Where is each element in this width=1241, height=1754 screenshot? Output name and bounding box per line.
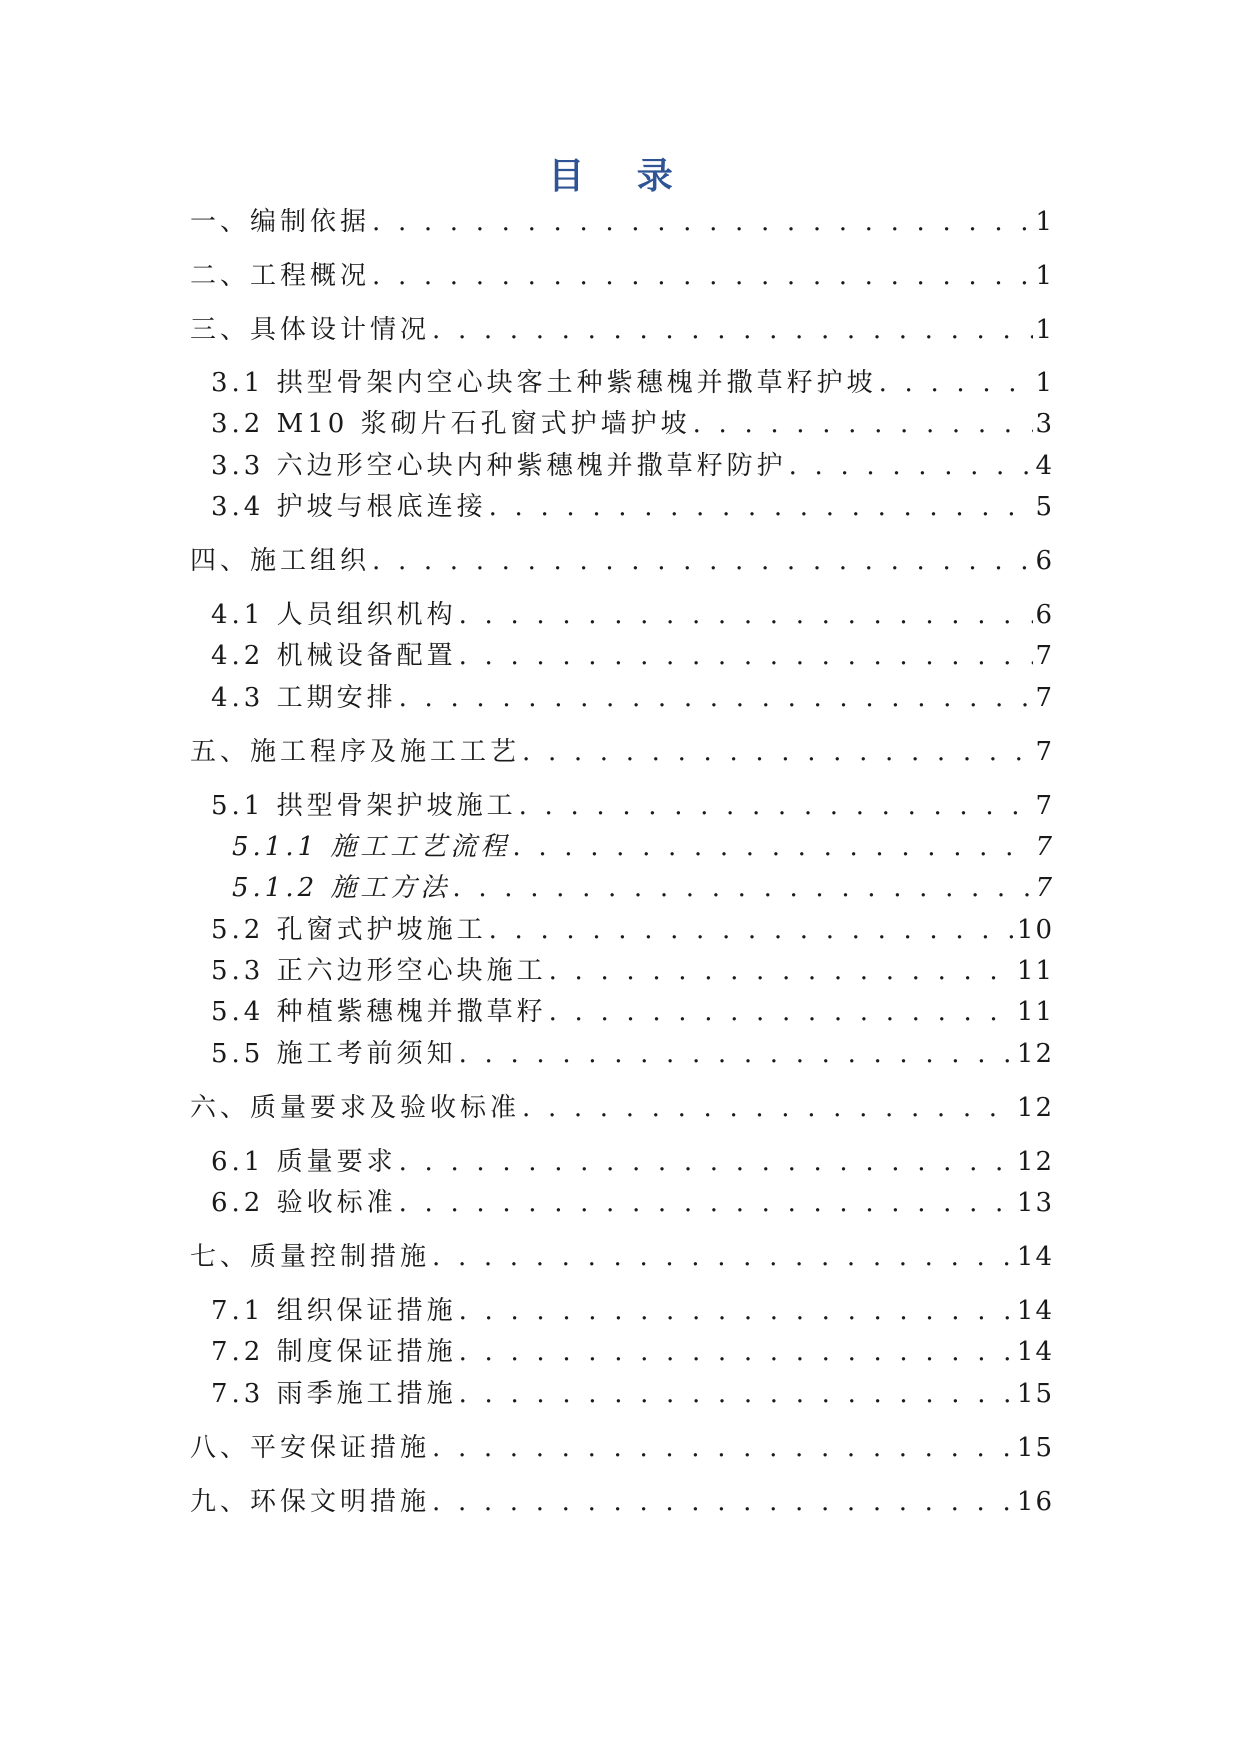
toc-dot-leader [432,1484,1015,1520]
toc-entry-label: 4.3 工期安排 [211,683,397,713]
toc-dot-leader [432,1430,1015,1466]
toc-dot-leader [693,406,1034,442]
toc-entry-label: 6.1 质量要求 [211,1147,397,1177]
toc-page-number: 7 [1035,873,1054,903]
toc-entry-label: 五、施工程序及施工工艺 [190,737,521,767]
toc-page-number: 16 [1016,1487,1054,1517]
toc-page-number: 14 [1016,1242,1054,1272]
toc-entry-label: 5.5 施工考前须知 [211,1039,457,1069]
toc-dot-leader [459,638,1034,674]
toc-entry-label: 4.1 人员组织机构 [211,600,457,630]
toc-dot-leader [522,734,1033,770]
toc-entry[interactable] [0,994,1054,1030]
toc-entry-label: 六、质量要求及验收标准 [190,1093,521,1123]
toc-page-number: 5 [1035,492,1054,522]
toc-page-number: 6 [1035,546,1054,576]
toc-dot-leader [549,994,1015,1030]
toc-dot-leader [399,680,1034,716]
toc-entry[interactable] [0,406,1054,442]
toc-page-number: 7 [1035,683,1054,713]
toc-entry[interactable] [0,912,1054,948]
toc-entry[interactable] [0,1090,1054,1126]
toc-page-number: 10 [1016,915,1054,945]
toc-entry[interactable] [0,365,1054,401]
toc-entry-label: 5.3 正六边形空心块施工 [211,956,547,986]
toc-entry[interactable] [0,312,1054,348]
toc-entry[interactable] [0,1334,1054,1370]
toc-entry-label: 7.2 制度保证措施 [211,1337,457,1367]
toc-dot-leader [459,1334,1015,1370]
toc-entry[interactable] [0,953,1054,989]
toc-entry[interactable] [0,489,1054,525]
toc-entry-label: 四、施工组织 [190,546,371,576]
toc-page-number: 1 [1035,261,1054,291]
toc-entry-label: 6.2 验收标准 [211,1188,397,1218]
toc-page-number: 12 [1016,1147,1054,1177]
toc-page-number: 7 [1035,737,1054,767]
toc-entry-label: 7.1 组织保证措施 [211,1296,457,1326]
toc-entry-label: 3.2 M10 浆砌片石孔窗式护墙护坡 [211,409,691,439]
toc-page-number: 7 [1035,791,1054,821]
toc-dot-leader [372,204,1033,240]
toc-page-number: 1 [1035,315,1054,345]
toc-entry-label: 7.3 雨季施工措施 [211,1379,457,1409]
toc-page-number: 1 [1035,368,1054,398]
toc-entry[interactable] [0,1239,1054,1275]
toc-dot-leader [789,448,1034,484]
toc-dot-leader [432,1239,1015,1275]
toc-dot-leader [459,1036,1015,1072]
toc-entry[interactable] [0,829,1054,865]
toc-entry[interactable] [0,1144,1054,1180]
toc-entry-label: 3.4 护坡与根底连接 [211,492,487,522]
toc-dot-leader [489,489,1034,525]
toc-entry-label: 七、质量控制措施 [190,1242,431,1272]
toc-entry[interactable] [0,597,1054,633]
toc-dot-leader [399,1144,1015,1180]
toc-entry[interactable] [0,543,1054,579]
toc-dot-leader [459,597,1034,633]
toc-entry[interactable] [0,788,1054,824]
toc-entry[interactable] [0,258,1054,294]
toc-page-number: 11 [1016,956,1054,986]
toc-entry-label: 二、工程概况 [190,261,371,291]
toc-entry-label: 4.2 机械设备配置 [211,641,457,671]
toc-page-number: 14 [1016,1296,1054,1326]
toc-entry[interactable] [0,734,1054,770]
toc-dot-leader [512,829,1033,865]
toc-entry[interactable] [0,1036,1054,1072]
toc-page-number: 3 [1035,409,1054,439]
toc-entry-label: 5.1.2 施工方法 [232,873,451,903]
toc-dot-leader [522,1090,1015,1126]
toc-entry[interactable] [0,204,1054,240]
toc-dot-leader [549,953,1015,989]
toc-entry-label: 5.1 拱型骨架护坡施工 [211,791,517,821]
toc-entry-label: 八、平安保证措施 [190,1433,431,1463]
toc-page-number: 15 [1016,1379,1054,1409]
toc-page-number: 1 [1035,207,1054,237]
toc-dot-leader [489,912,1015,948]
toc-entry-label: 3.3 六边形空心块内种紫穗槐并撒草籽防护 [211,451,787,481]
toc-page-number: 14 [1016,1337,1054,1367]
toc-dot-leader [399,1185,1015,1221]
toc-entry-label: 一、编制依据 [190,207,371,237]
toc-entry-label: 九、环保文明措施 [190,1487,431,1517]
toc-entry[interactable] [0,1430,1054,1466]
toc-page-number: 11 [1016,997,1054,1027]
toc-entry[interactable] [0,1484,1054,1520]
toc-entry-label: 3.1 拱型骨架内空心块客土种紫穗槐并撒草籽护坡 [211,368,877,398]
toc-dot-leader [519,788,1034,824]
toc-entry[interactable] [0,1185,1054,1221]
toc-page-number: 7 [1035,641,1054,671]
toc-dot-leader [372,258,1033,294]
toc-entry[interactable] [0,638,1054,674]
toc-page-number: 6 [1035,600,1054,630]
toc-page-number: 12 [1016,1039,1054,1069]
toc-entry-label: 5.1.1 施工工艺流程 [232,832,511,862]
toc-entry[interactable] [0,448,1054,484]
toc-dot-leader [372,543,1033,579]
toc-page-number: 4 [1035,451,1054,481]
toc-dot-leader [432,312,1033,348]
toc-page-number: 7 [1035,832,1054,862]
toc-entry-label: 5.2 孔窗式护坡施工 [211,915,487,945]
toc-dot-leader [459,1293,1015,1329]
toc-dot-leader [879,365,1034,401]
toc-entry[interactable] [0,1376,1054,1412]
toc-page-number: 13 [1016,1188,1054,1218]
toc-entry[interactable] [0,1293,1054,1329]
toc-page-number: 15 [1016,1433,1054,1463]
toc-dot-leader [459,1376,1015,1412]
toc-entry-label: 三、具体设计情况 [190,315,431,345]
toc-dot-leader [452,870,1033,906]
toc-entry[interactable] [0,870,1054,906]
toc-page-number: 12 [1016,1093,1054,1123]
page-title: 目 录 [548,155,693,197]
toc-entry[interactable] [0,680,1054,716]
toc-entry-label: 5.4 种植紫穗槐并撒草籽 [211,997,547,1027]
